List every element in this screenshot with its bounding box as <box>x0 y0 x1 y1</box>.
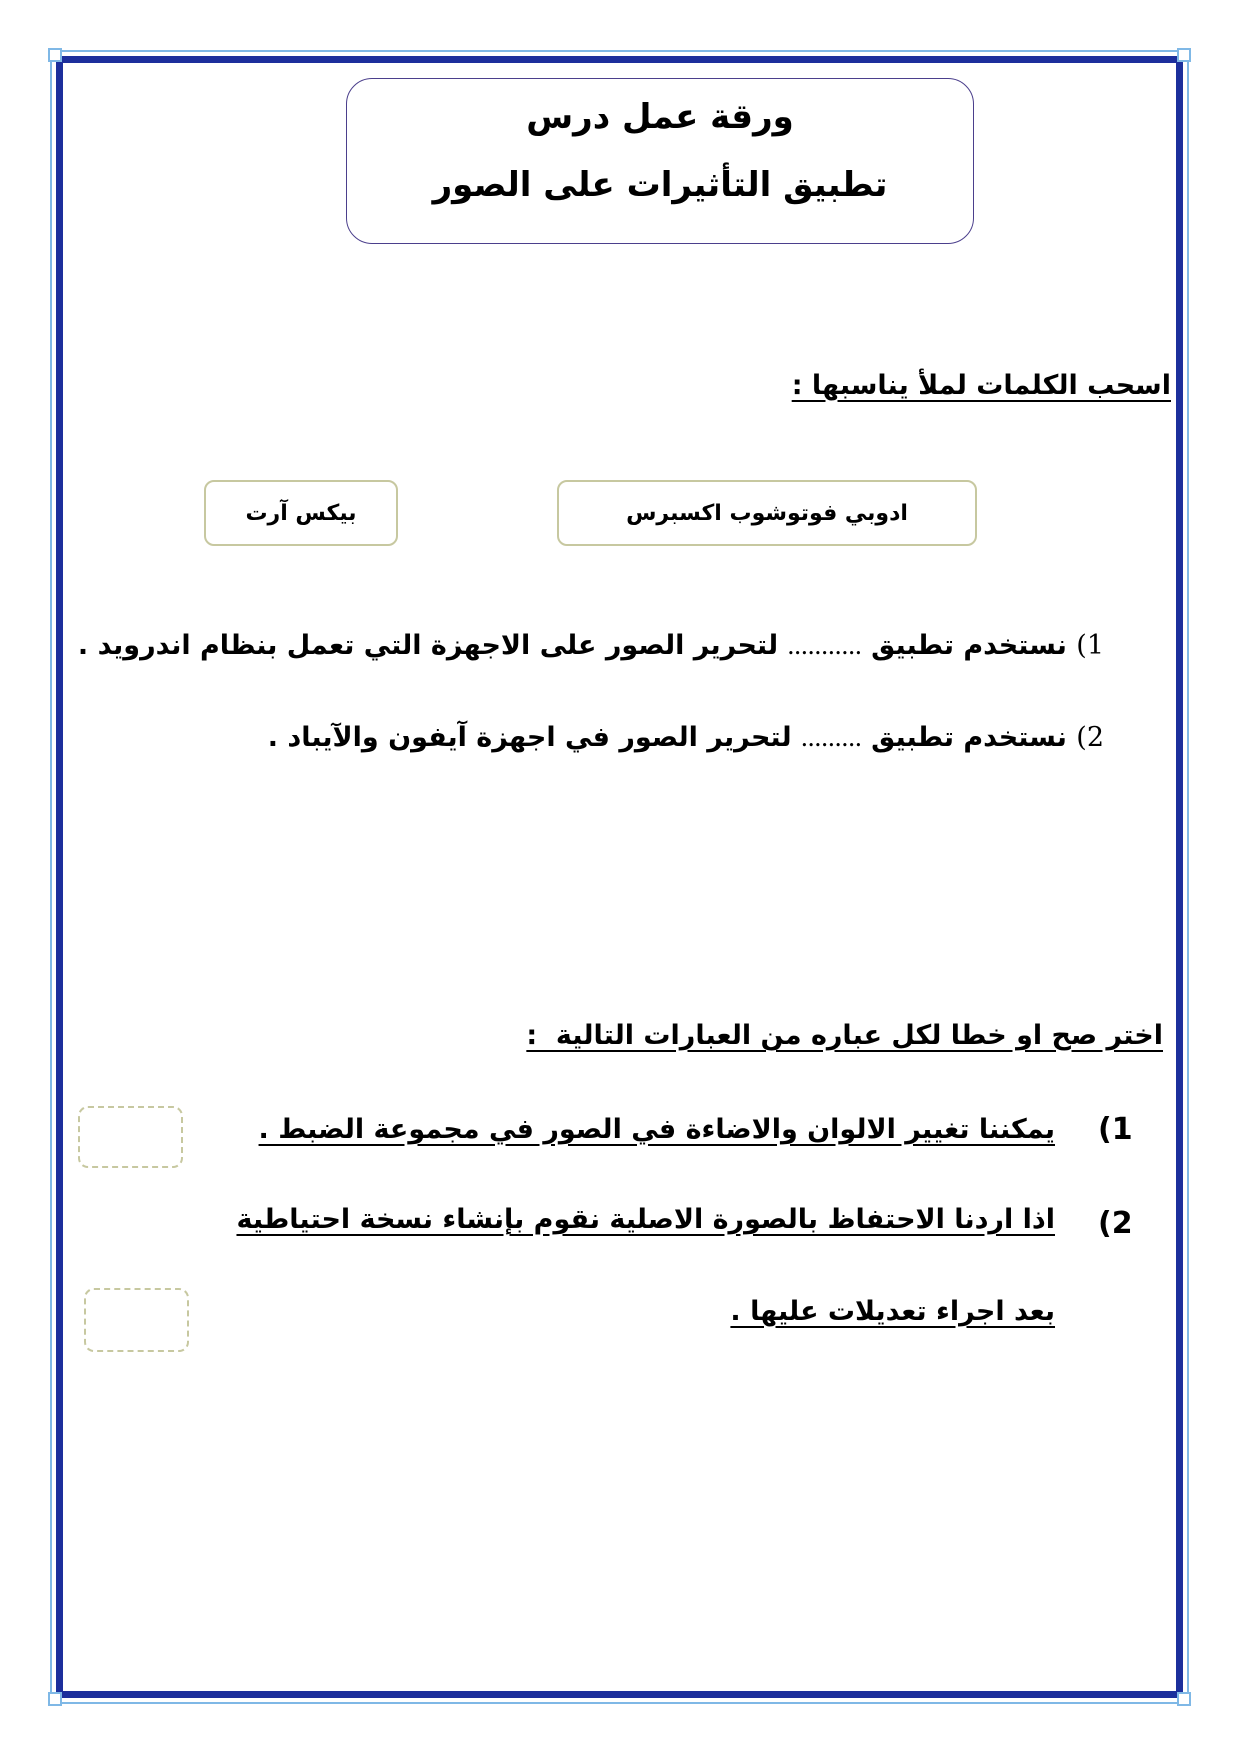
sentence-text-before: نستخدم تطبيق <box>871 630 1067 661</box>
blank-drop-target[interactable]: ........... <box>787 630 862 660</box>
word-option-picsart[interactable]: بيكس آرت <box>204 480 398 546</box>
fill-sentence-1 <box>78 630 1104 661</box>
frame-corner-top-left <box>48 48 62 62</box>
statement-2-continuation: بعد اجراء تعديلات عليها . <box>730 1296 1055 1327</box>
sentence-number: 1) <box>1076 630 1104 661</box>
sentence-text-before: نستخدم تطبيق <box>871 722 1067 753</box>
worksheet-title: ورقة عمل درس <box>526 97 794 137</box>
frame-corner-bottom-left <box>48 1692 62 1706</box>
frame-corner-bottom-right <box>1177 1692 1191 1706</box>
drag-words-heading: اسحب الكلمات لملأ يناسبها : <box>791 370 1171 401</box>
frame-corner-top-right <box>1177 48 1191 62</box>
word-option-adobe-photoshop-express[interactable]: ادوبي فوتوشوب اكسبرس <box>557 480 977 546</box>
answer-box-1[interactable] <box>78 1106 183 1168</box>
statement-2-text: اذا اردنا الاحتفاظ بالصورة الاصلية نقوم بإنشاء نسخة احتياطية <box>236 1204 1055 1235</box>
sentence-text-after: لتحرير الصور في اجهزة آيفون والآيباد . <box>267 722 792 753</box>
statement-number-2: (2 <box>1098 1206 1133 1241</box>
sentence-text-after: لتحرير الصور على الاجهزة التي تعمل بنظام اندرويد . <box>77 630 779 661</box>
statement-number-1: (1 <box>1098 1112 1133 1147</box>
true-false-heading: اختر صح او خطا لكل عباره من العبارات التالية : <box>526 1020 1163 1051</box>
blank-drop-target[interactable]: ......... <box>801 722 862 752</box>
lesson-title: تطبيق التأثيرات على الصور <box>432 165 888 205</box>
title-box <box>346 78 974 244</box>
sentence-number: 2) <box>1076 722 1104 753</box>
statement-1-text: يمكننا تغيير الالوان والاضاءة في الصور في مجموعة الضبط . <box>258 1114 1055 1145</box>
answer-box-2[interactable] <box>84 1288 189 1352</box>
page-border <box>56 56 1183 1698</box>
fill-sentence-2 <box>268 722 1104 753</box>
